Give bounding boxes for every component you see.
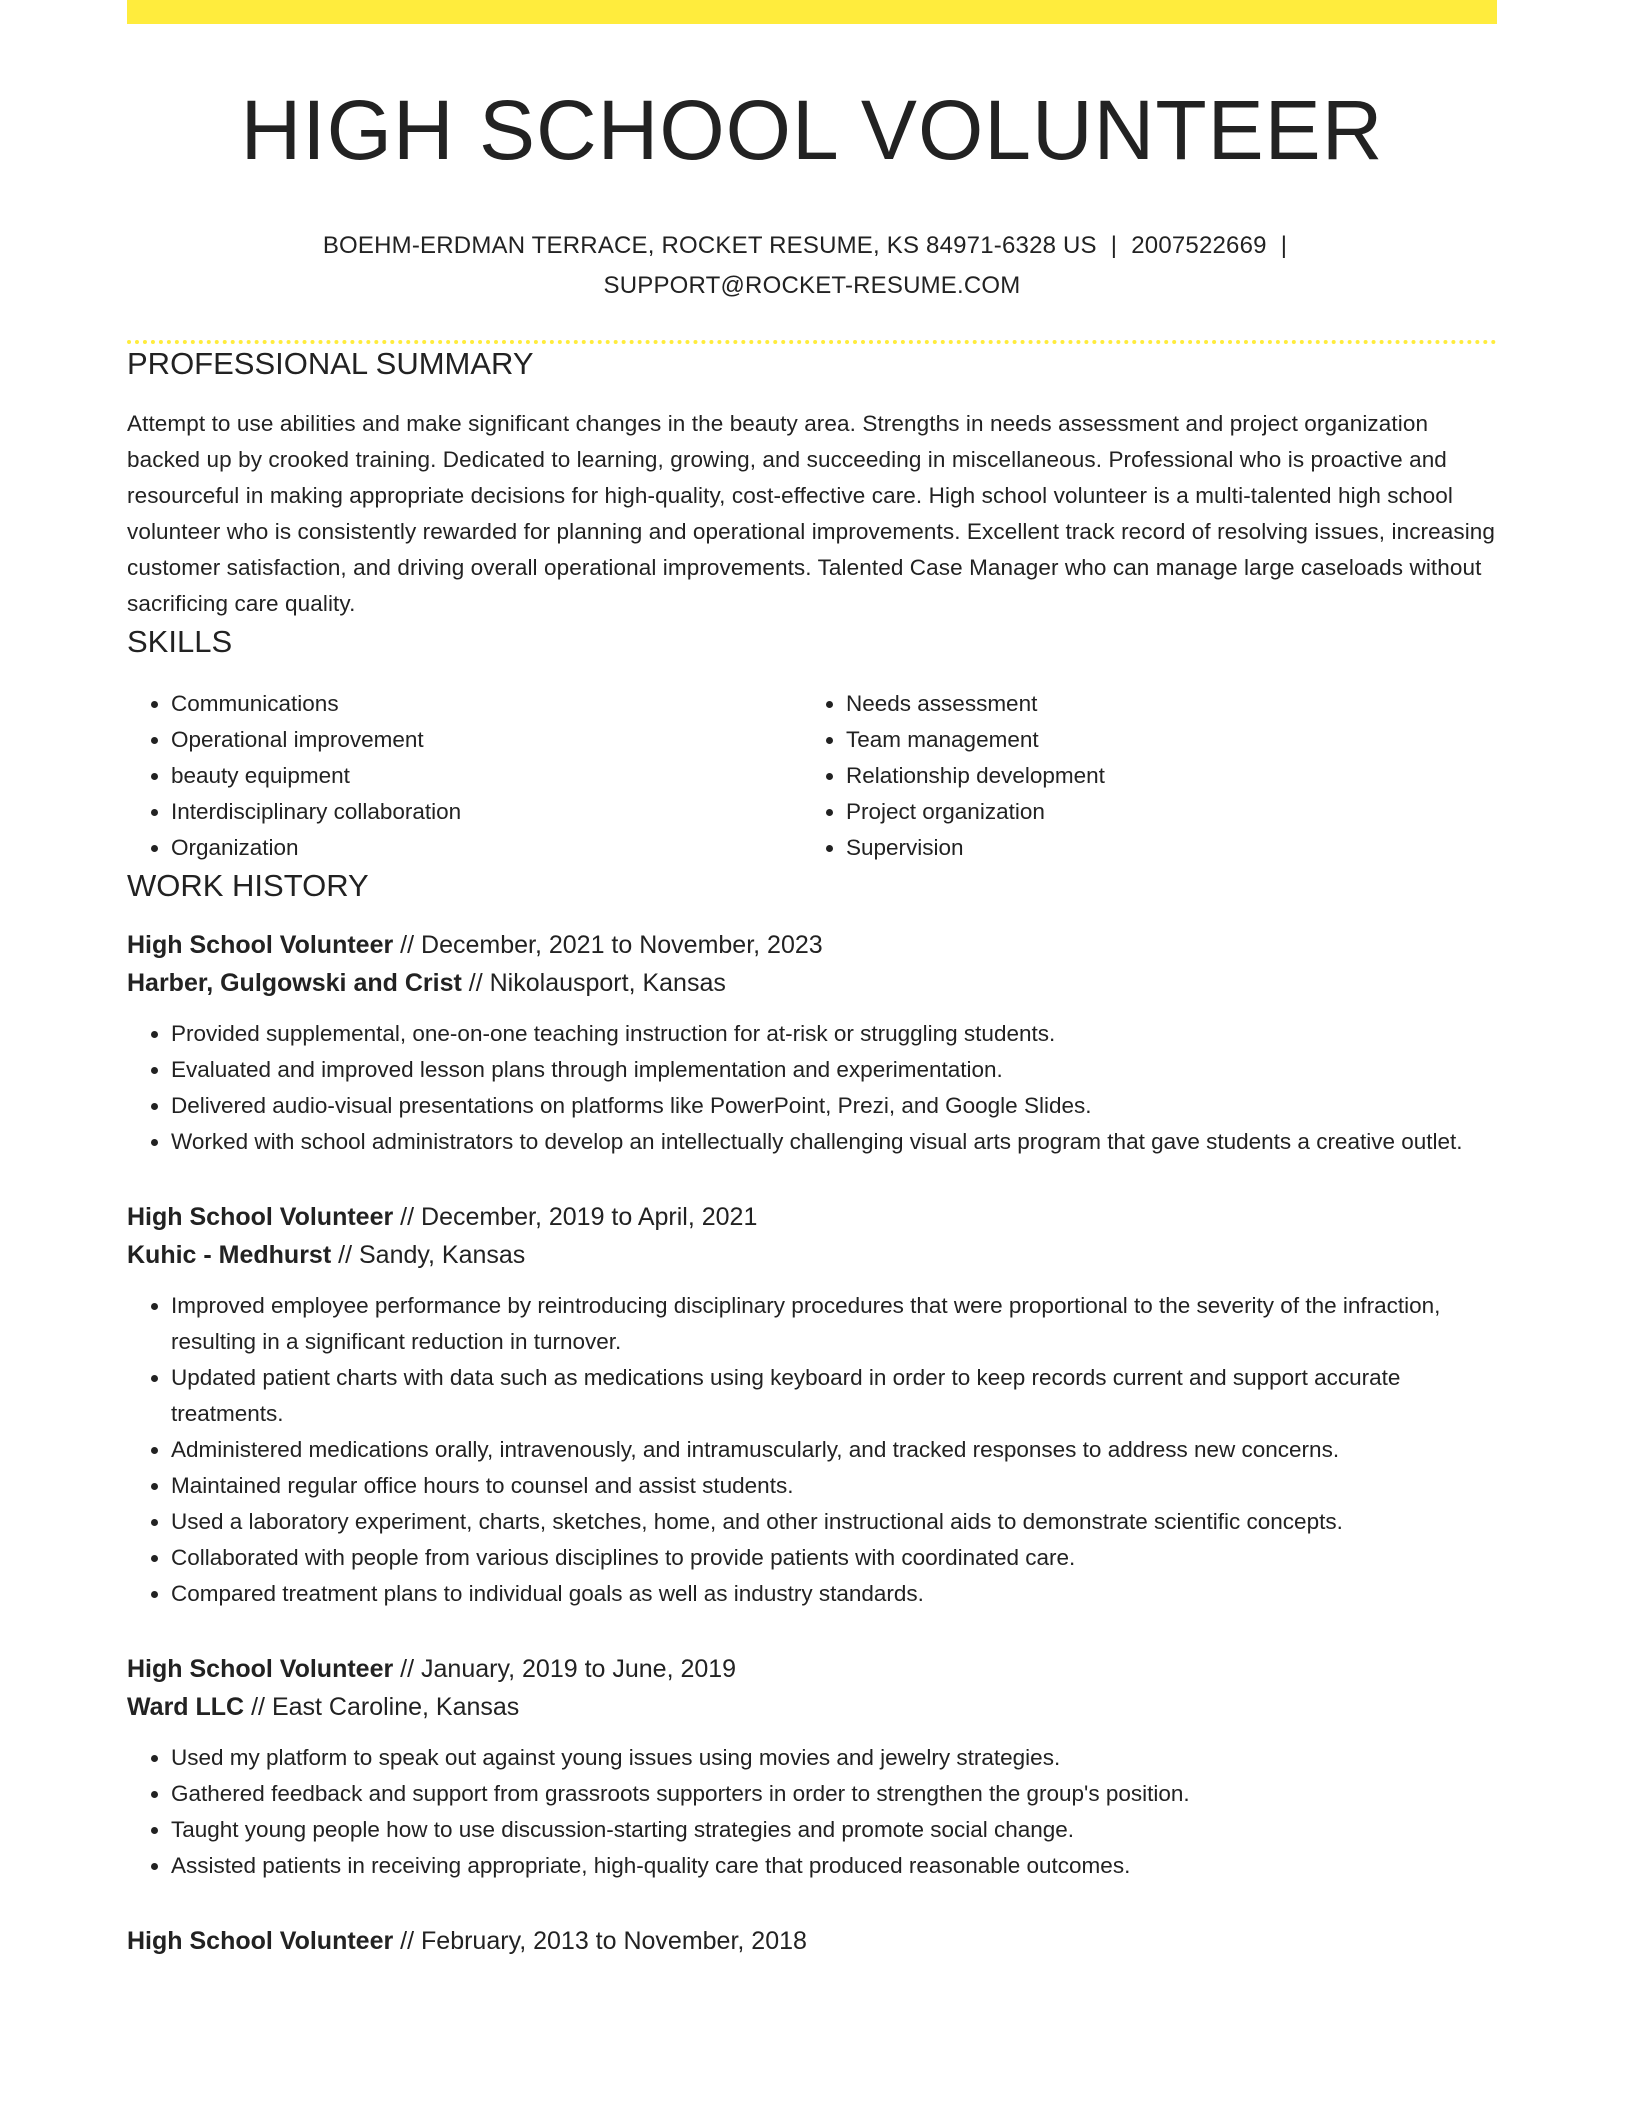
job-bullets [127,1288,1497,1612]
job-title: High School Volunteer [127,1927,394,1955]
delimiter: // [400,1927,415,1955]
job-bullet: • Administered medications orally, intravenously, and intramuscularly, and tracked responses to address new concerns. [171,1432,1497,1468]
skill-item: • Interdisciplinary collaboration [171,794,802,830]
job-bullet: • Taught young people how to use discussion-starting strategies and promote social change. [171,1812,1497,1848]
skill-item: • Needs assessment [846,686,1477,722]
job-bullet: • Assisted patients in receiving appropriate, high-quality care that produced reasonable outcomes. [171,1848,1497,1884]
job-bullets [127,1016,1497,1160]
work-history-heading: WORK HISTORY [127,868,369,903]
contact-separator: | [1280,232,1288,259]
skill-item: • Relationship development [846,758,1477,794]
summary-text: Attempt to use abilities and make significant changes in the beauty area. Strengths in needs assessment and project organization backed up by crooked training. Dedicated to learning, growing, and succeeding in miscellaneous. Professional who is proactive and resourceful in making appropriate decisions for high-quality, cost-effective care. High school volunteer is a multi-talented high school volunteer who is consistently rewarded for planning and operational improvements. Excellent track record of resolving issues, increasing customer satisfaction, and driving overall operational improvements. Talented Case Manager who can manage large caseloads without sacrificing care quality. [127,411,1496,616]
job-bullet: • Collaborated with people from various disciplines to provide patients with coordinated care. [171,1540,1497,1576]
job-dates: December, 2021 to November, 2023 [421,931,823,959]
job-bullet: • Gathered feedback and support from grassroots supporters in order to strengthen the group's position. [171,1776,1497,1812]
skills-list [127,686,1497,866]
job-title-line [127,1650,1497,1688]
skill-item: • Team management [846,722,1477,758]
skill-item: • Organization [171,830,802,866]
job-entry [127,1922,1497,1960]
job-location: East Caroline, Kansas [271,1693,520,1721]
job-bullet: • Delivered audio-visual presentations on platforms like PowerPoint, Prezi, and Google Slides. [171,1088,1497,1124]
job-bullet: • Provided supplemental, one-on-one teaching instruction for at-risk or struggling students. [171,1016,1497,1052]
summary-heading: PROFESSIONAL SUMMARY [127,346,534,381]
job-bullet: • Maintained regular office hours to counsel and assist students. [171,1468,1497,1504]
job-entry [127,1650,1497,1884]
job-entry [127,926,1497,1160]
job-location: Nikolausport, Kansas [489,969,726,997]
delimiter: // [400,1203,415,1231]
job-entry [127,1198,1497,1612]
contact-address: BOEHM-ERDMAN TERRACE, ROCKET RESUME, KS 84971-6328 US [322,232,1097,259]
job-dates: December, 2019 to April, 2021 [421,1203,758,1231]
delimiter: // [400,931,415,959]
job-dates: February, 2013 to November, 2018 [421,1927,807,1955]
job-bullet: • Improved employee performance by reintroducing disciplinary procedures that were proportional to the severity of the infraction, resulting in a significant reduction in turnover. [171,1288,1497,1360]
job-bullet: • Evaluated and improved lesson plans through implementation and experimentation. [171,1052,1497,1088]
skill-item: • Communications [171,686,802,722]
job-company-line [127,1236,1497,1274]
job-company: Ward LLC [127,1693,245,1721]
resume-content [127,0,1497,1960]
job-company-line [127,964,1497,1002]
skill-item: • Project organization [846,794,1477,830]
job-company: Harber, Gulgowski and Crist [127,969,462,997]
skill-item: • Operational improvement [171,722,802,758]
skills-heading: SKILLS [127,624,233,659]
contact-info [127,226,1497,306]
job-bullet: • Used a laboratory experiment, charts, sketches, home, and other instructional aids to demonstrate scientific concepts. [171,1504,1497,1540]
skill-item: • beauty equipment [171,758,802,794]
delimiter: // [338,1241,353,1269]
job-title: High School Volunteer [127,1203,394,1231]
job-title-line [127,1922,1497,1960]
job-title-line [127,926,1497,964]
job-company-line [127,1688,1497,1726]
job-bullet: • Updated patient charts with data such as medications using keyboard in order to keep records current and support accurate treatments. [171,1360,1497,1432]
contact-separator: | [1110,232,1118,259]
job-title: High School Volunteer [127,931,394,959]
resume-name: HIGH SCHOOL VOLUNTEER [240,83,1384,177]
delimiter: // [468,969,483,997]
job-bullets [127,1740,1497,1884]
contact-phone: 2007522669 [1131,232,1267,259]
job-bullet: • Worked with school administrators to develop an intellectually challenging visual arts program that gave students a creative outlet. [171,1124,1497,1160]
job-bullet: • Compared treatment plans to individual goals as well as industry standards. [171,1576,1497,1612]
skills-column-left [127,686,802,866]
job-bullet: • Used my platform to speak out against young issues using movies and jewelry strategies. [171,1740,1497,1776]
delimiter: // [251,1693,265,1721]
delimiter: // [400,1655,415,1683]
contact-email: SUPPORT@ROCKET-RESUME.COM [603,272,1021,299]
job-location: Sandy, Kansas [358,1241,526,1269]
job-title-line [127,1198,1497,1236]
skill-item: • Supervision [846,830,1477,866]
job-dates: January, 2019 to June, 2019 [421,1655,737,1683]
job-title: High School Volunteer [127,1655,394,1683]
skills-column-right [802,686,1477,866]
job-company: Kuhic - Medhurst [127,1241,332,1269]
